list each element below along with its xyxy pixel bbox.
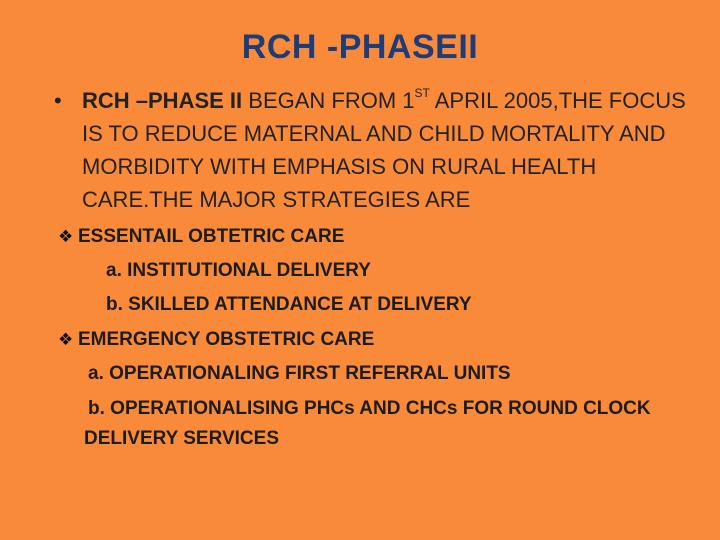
strategy-item: DELIVERY SERVICES: [84, 428, 279, 449]
strategy-item: b. SKILLED ATTENDANCE AT DELIVERY: [106, 294, 472, 315]
slide-title: RCH -PHASEII: [241, 28, 479, 66]
strategy-item: a. OPERATIONALING FIRST REFERRAL UNITS: [88, 363, 511, 384]
strategy-label: EMERGENCY OBSTETRIC CARE: [78, 329, 375, 350]
bullet-dot: •: [54, 88, 62, 113]
intro-text: [82, 84, 694, 216]
diamond-bullet-icon: ❖: [58, 227, 74, 246]
strategy-item: b. OPERATIONALISING PHCs AND CHCs FOR ROUND CLOCK: [88, 398, 651, 419]
intro-lead: RCH –PHASE II: [82, 88, 243, 113]
intro-text-part2: APRIL 2005,THE FOCUS IS TO REDUCE MATERNAL AND CHILD MORTALITY AND MORBIDITY WITH EMPHASIS ON RURAL HEALTH CARE.THE MAJOR STRATEGIES ARE: [82, 88, 686, 212]
strategy-essential-obstetric-care: [58, 226, 344, 248]
diamond-bullet-icon: ❖: [58, 330, 74, 349]
strategy-item: a. INSTITUTIONAL DELIVERY: [106, 260, 371, 281]
strategy-emergency-obstetric-care: [58, 329, 374, 351]
strategy-label: ESSENTAIL OBTETRIC CARE: [78, 226, 345, 247]
intro-bullet: [54, 84, 694, 216]
intro-text-part1: BEGAN FROM 1: [242, 88, 415, 113]
intro-superscript: ST: [414, 85, 430, 100]
